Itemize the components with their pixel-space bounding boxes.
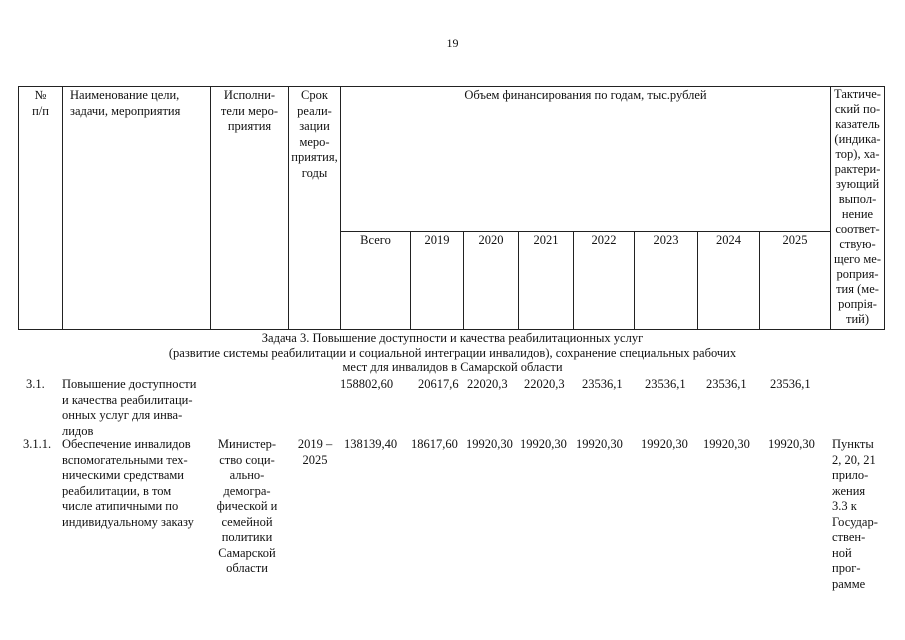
header-indicator: Тактиче- ский по- казатель (индика- тор), ха- рактери- зующий выпол- нение соответ- ствую- щего ме- роприя- тия (ме- ропрія- тий): [834, 87, 881, 326]
value-2025: 23536,1: [770, 377, 811, 391]
subcol-2019: 2019: [424, 233, 450, 247]
subcol-2025: 2025: [782, 233, 808, 247]
subcol-2023: 2023: [653, 233, 679, 247]
value-2021: 19920,30: [520, 437, 567, 451]
indicator-ref: 3.3 к: [832, 499, 857, 513]
subcol-2020: 2020: [478, 233, 504, 247]
subcol-total: Всего: [360, 233, 391, 247]
page-number: 19: [446, 36, 459, 50]
header-term: Срок реали- зации меро- приятия, годы: [291, 88, 338, 180]
row-name: Обеспечение инвалидов вспомогательными тех- ническими средствами реабилитации, в том числе атипичными по индивидуальному заказу: [62, 437, 194, 529]
row-indicator: Пункты 2, 20, 21 прило- жения 3.3 к Государ- ствен- ной прог- рамме: [832, 437, 878, 591]
value-2021: 22020,3: [524, 377, 565, 391]
row-number: 3.1.: [26, 377, 45, 391]
value-total: 138139,40: [344, 437, 398, 451]
task-heading: Задача 3. Повышение доступности и качества реабилитационных услуг (развитие системы реабилитации и социальной интеграции инвалидов), сохранение специальных рабочих мест для инвалидов в Самарской области: [168, 331, 737, 374]
subcol-2022: 2022: [591, 233, 617, 247]
value-2022: 23536,1: [582, 377, 623, 391]
header-num: № п/п: [32, 88, 49, 118]
value-total: 158802,60: [340, 377, 394, 391]
row-executor: Министер- ство соци- ально- демогра- фической и семейной политики Самарской области: [216, 437, 278, 575]
value-2019: 18617,60: [411, 437, 458, 451]
row-number: 3.1.1.: [23, 437, 52, 451]
header-funding: Объем финансирования по годам, тыс.рублей: [464, 88, 707, 102]
subcol-2021: 2021: [533, 233, 559, 247]
header-executor: Исполни- тели меро- приятия: [220, 88, 279, 133]
row-term: 2019 – 2025: [297, 437, 333, 467]
value-2023: 19920,30: [641, 437, 688, 451]
header-name: Наименование цели, задачи, мероприятия: [70, 88, 181, 118]
table-header: [18, 86, 885, 330]
row-name: Повышение доступности и качества реабилитаци- онных услуг для инва- лидов: [62, 377, 197, 438]
value-2020: 19920,30: [466, 437, 513, 451]
subcol-2024: 2024: [716, 233, 741, 247]
value-2024: 19920,30: [703, 437, 750, 451]
value-2019: 20617,6: [418, 377, 459, 391]
value-2020: 22020,3: [467, 377, 508, 391]
value-2024: 23536,1: [706, 377, 747, 391]
value-2025: 19920,30: [768, 437, 815, 451]
value-2023: 23536,1: [645, 377, 686, 391]
value-2022: 19920,30: [576, 437, 623, 451]
